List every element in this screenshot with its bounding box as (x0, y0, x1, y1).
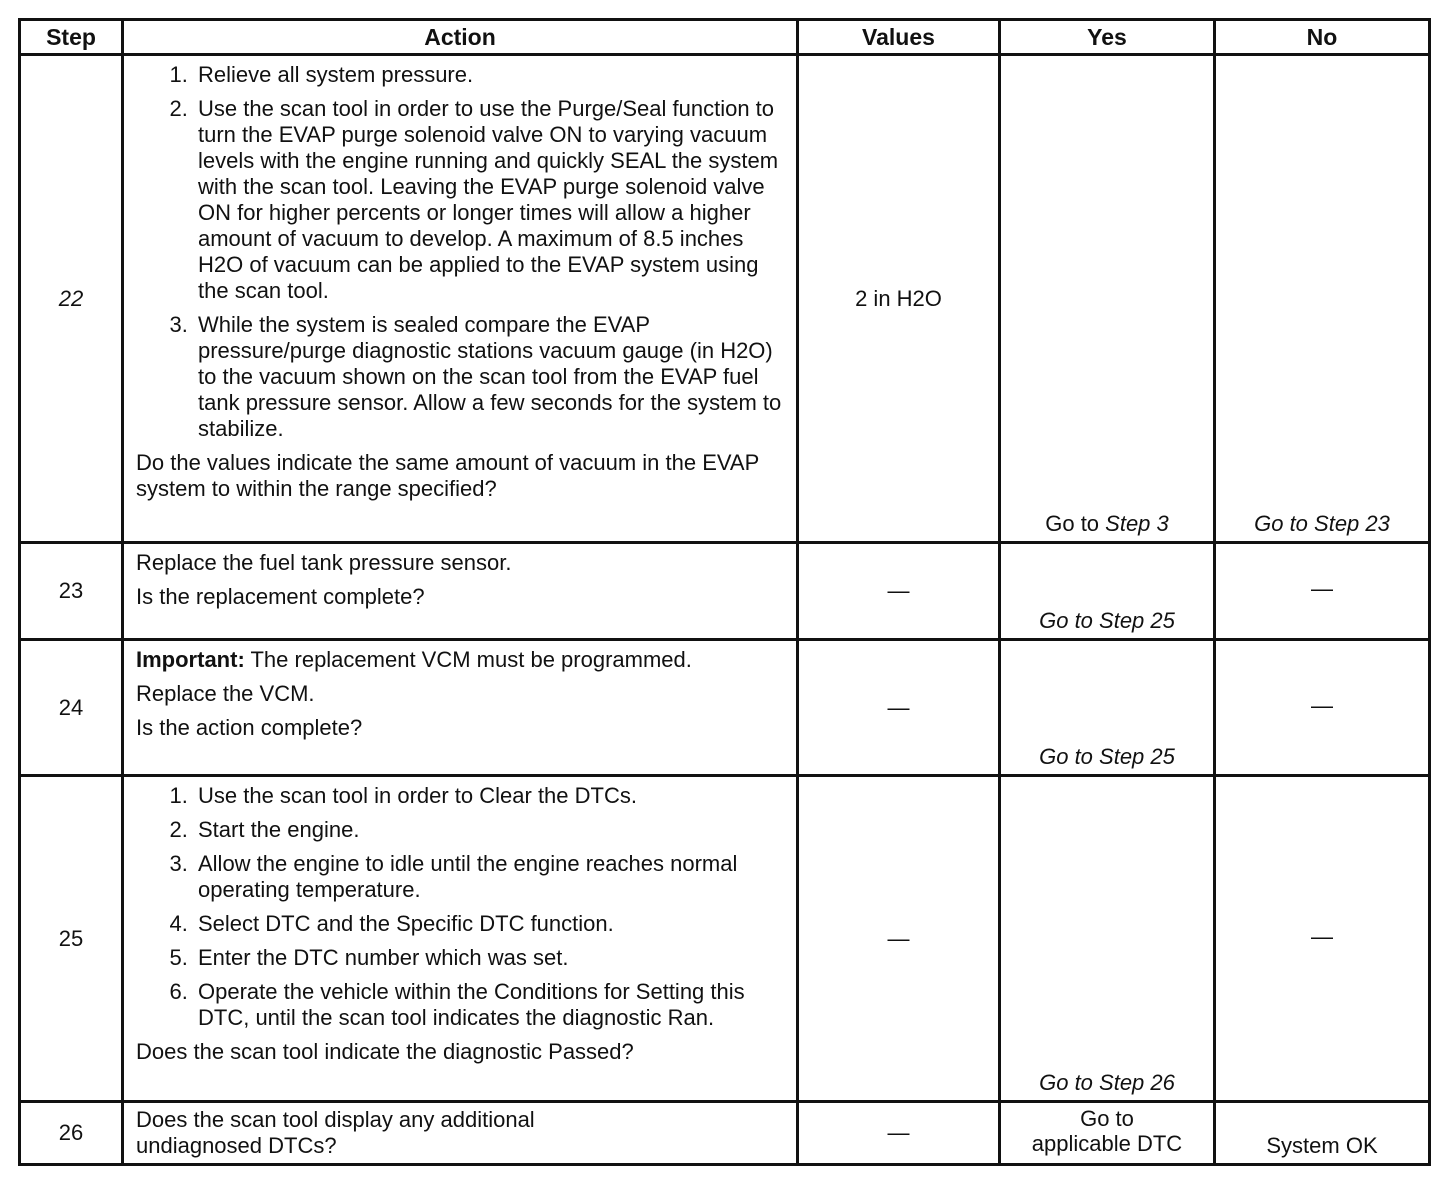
list-item: 3. While the system is sealed compare the EVAP pressure/purge diagnostic stations vacuum gauge (in H2O) to the vacuum shown on the scan tool from the EVAP fuel tank pressure sensor. Allow a few seconds for the system to stabilize. (194, 312, 788, 442)
step-number: 23 (20, 543, 123, 640)
important-label: Important: (136, 647, 245, 672)
action-instruction: Replace the fuel tank pressure sensor. (136, 550, 512, 575)
action-cell (123, 543, 798, 640)
table-row-step-25 (20, 776, 1430, 1102)
action-cell (123, 1102, 798, 1165)
action-question: Does the scan tool display any additional undiagnosed DTCs? (136, 1107, 535, 1158)
action-cell (123, 55, 798, 543)
yes-cell[interactable]: Go to Step 25 (1000, 543, 1215, 640)
list-item: 4. Select DTC and the Specific DTC function. (194, 911, 788, 937)
no-cell: System OK (1215, 1102, 1430, 1165)
action-steps-list (136, 62, 788, 442)
no-cell[interactable]: Go to Step 23 (1215, 55, 1430, 543)
step-number: 22 (20, 55, 123, 543)
yes-step-link[interactable]: Step 3 (1105, 511, 1169, 536)
list-item: 6. Operate the vehicle within the Conditions for Setting this DTC, until the scan tool indicates the diagnostic Ran. (194, 979, 788, 1031)
step-number: 26 (20, 1102, 123, 1165)
list-item: 1. Use the scan tool in order to Clear the DTCs. (194, 783, 788, 809)
values-cell: — (798, 640, 1000, 776)
values-cell: — (798, 1102, 1000, 1165)
action-cell (123, 640, 798, 776)
yes-prefix: Go to (1045, 511, 1106, 536)
values-cell: 2 in H2O (798, 55, 1000, 543)
action-question: Is the replacement complete? (136, 584, 425, 609)
table-row-step-23 (20, 543, 1430, 640)
no-cell: — (1215, 640, 1430, 776)
values-cell: — (798, 776, 1000, 1102)
list-item: 3. Allow the engine to idle until the engine reaches normal operating temperature. (194, 851, 788, 903)
yes-cell[interactable] (1000, 1102, 1215, 1165)
yes-line-2: applicable DTC (1031, 1131, 1183, 1156)
list-item: 5. Enter the DTC number which was set. (194, 945, 788, 971)
step-number: 25 (20, 776, 123, 1102)
action-steps-list (136, 783, 788, 1031)
important-text: The replacement VCM must be programmed. (244, 647, 692, 672)
action-cell (123, 776, 798, 1102)
table-row-step-22 (20, 55, 1430, 543)
table-row-step-26 (20, 1102, 1430, 1165)
diagnostic-table (18, 18, 1431, 1166)
diagnostic-table-page (18, 18, 1428, 1166)
step-number: 24 (20, 640, 123, 776)
values-cell: — (798, 543, 1000, 640)
yes-cell (1000, 55, 1215, 543)
yes-cell[interactable]: Go to Step 25 (1000, 640, 1215, 776)
table-row-step-24 (20, 640, 1430, 776)
header-action: Action (123, 20, 798, 55)
action-question: Is the action complete? (136, 715, 363, 740)
action-instruction: Replace the VCM. (136, 681, 315, 706)
no-cell: — (1215, 776, 1430, 1102)
header-step: Step (20, 20, 123, 55)
yes-line-1: Go to (1080, 1106, 1134, 1131)
no-cell: — (1215, 543, 1430, 640)
list-item: 1. Relieve all system pressure. (194, 62, 788, 88)
important-note (136, 647, 788, 673)
header-values: Values (798, 20, 1000, 55)
header-yes: Yes (1000, 20, 1215, 55)
list-item: 2. Start the engine. (194, 817, 788, 843)
header-no: No (1215, 20, 1430, 55)
action-question: Do the values indicate the same amount of vacuum in the EVAP system to within the range specified? (136, 450, 759, 501)
header-row (20, 20, 1430, 55)
action-question: Does the scan tool indicate the diagnostic Passed? (136, 1039, 634, 1064)
yes-cell[interactable]: Go to Step 26 (1000, 776, 1215, 1102)
list-item: 2. Use the scan tool in order to use the Purge/Seal function to turn the EVAP purge solenoid valve ON to varying vacuum levels with the engine running and quickly SEAL the system with the scan tool. Leaving the EVAP purge solenoid valve ON for higher percents or longer times will allow a higher amount of vacuum to develop. A maximum of 8.5 inches H2O of vacuum can be applied to the EVAP system using the scan tool. (194, 96, 788, 304)
